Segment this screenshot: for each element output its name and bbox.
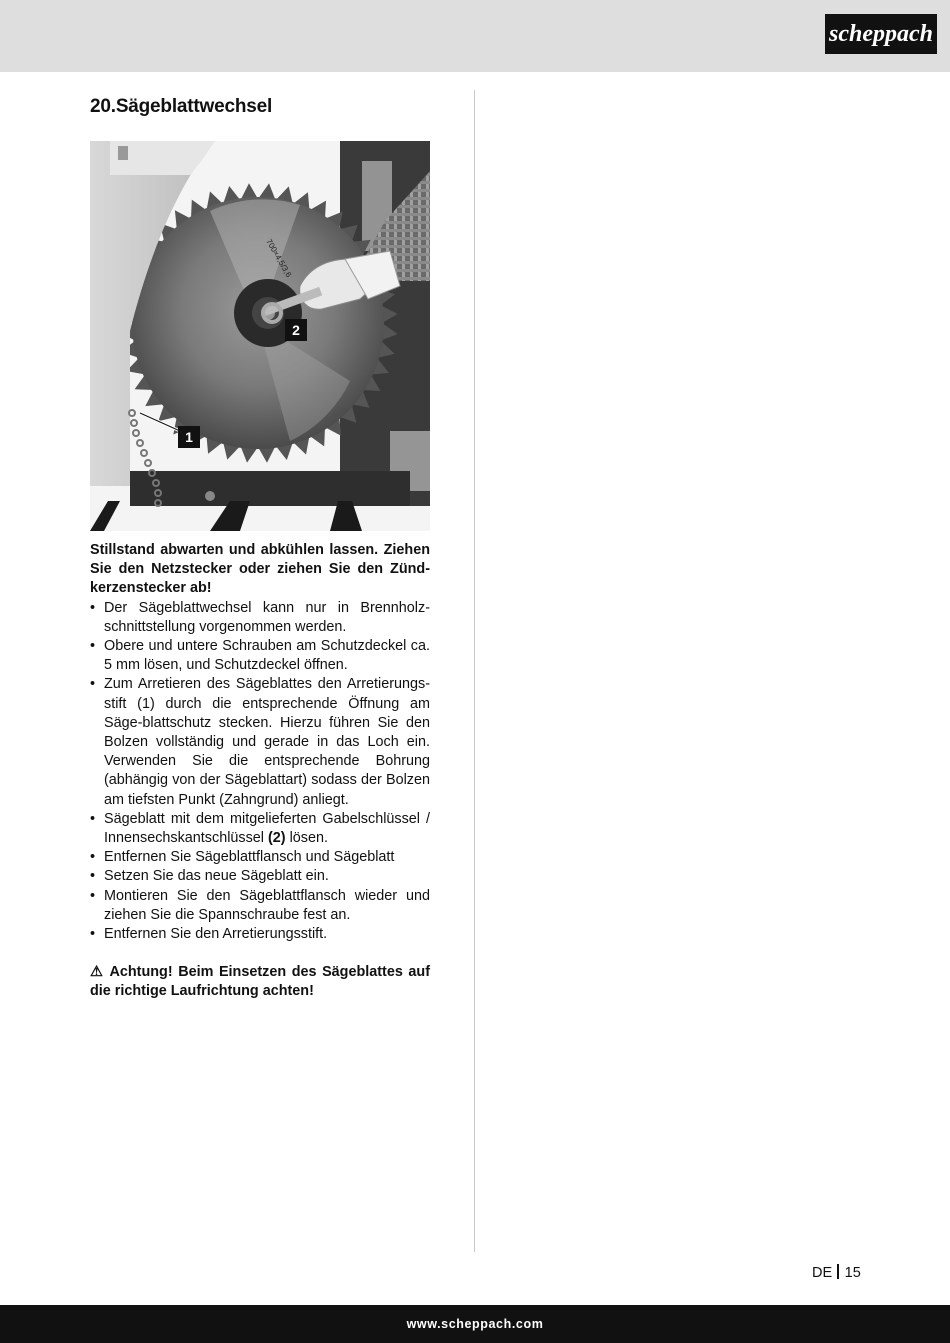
page-language: DE xyxy=(812,1265,833,1281)
safety-warning: Stillstand abwarten und abkühlen lassen. Ziehen Sie den Netzstecker oder ziehen Sie den Zünd-kerzenstecker ab! xyxy=(90,542,430,597)
attention-note: ⚠ Achtung! Beim Einsetzen des Sägeblattes auf die richtige Laufrichtung achten! xyxy=(90,964,430,1000)
footer xyxy=(0,1305,950,1343)
callout-2-wrench: 2 xyxy=(285,319,307,341)
step-text: Sägeblatt mit dem mitgelieferten Gabelschlüssel / Innensechskantschlüssel xyxy=(104,810,430,847)
blade-marking: 700×4,5/3,6 xyxy=(264,237,294,279)
header-band xyxy=(0,0,950,72)
step-item: • Der Sägeblattwechsel kann nur in Brennholz-schnittstellung vorgenommen werden. xyxy=(90,599,430,637)
step-item: • Setzen Sie das neue Sägeblatt ein. xyxy=(90,867,430,886)
svg-text:scheppach: scheppach xyxy=(829,21,933,47)
page-number-value: 15 xyxy=(844,1265,861,1281)
step-item: • Montieren Sie den Sägeblattflansch wieder und ziehen Sie die Spannschraube fest an. xyxy=(90,887,430,925)
step-list xyxy=(90,599,430,945)
callout-1-locking-pin: 1 xyxy=(178,426,200,448)
step-text: lösen. xyxy=(285,830,328,847)
scheppach-logo xyxy=(825,14,937,54)
column-divider xyxy=(474,90,475,1252)
step-item: • Entfernen Sie Sägeblattflansch und Sägeblatt xyxy=(90,848,430,867)
footer-url: www.scheppach.com xyxy=(406,1317,544,1331)
step-item: • Obere und untere Schrauben am Schutzdeckel ca. 5 mm lösen, und Schutzdeckel öffnen. xyxy=(90,637,430,675)
step-item: • Zum Arretieren des Sägeblattes den Arretierungs-stift (1) durch die entsprechende Öffnung am Säge-blattschutz stecken. Hierzu führen Sie den Bolzen vollständig und gerade in das Loch ein. Verwenden Sie die entsprechende Bohrung (abhängig von der Sägeblattart) sodass der Bolzen am tiefsten Punkt (Zahngrund) anliegt. xyxy=(90,675,430,809)
step-ref-bold: (2) xyxy=(268,830,286,847)
saw-blade-photo xyxy=(90,141,430,531)
page-separator xyxy=(837,1264,839,1279)
step-item: • Entfernen Sie den Arretierungsstift. xyxy=(90,925,430,944)
section-title: 20.Sägeblattwechsel xyxy=(90,96,273,117)
logo-wordmark xyxy=(828,17,934,51)
step-item xyxy=(90,810,430,848)
instructions xyxy=(90,541,430,1002)
page-number xyxy=(812,1264,861,1281)
